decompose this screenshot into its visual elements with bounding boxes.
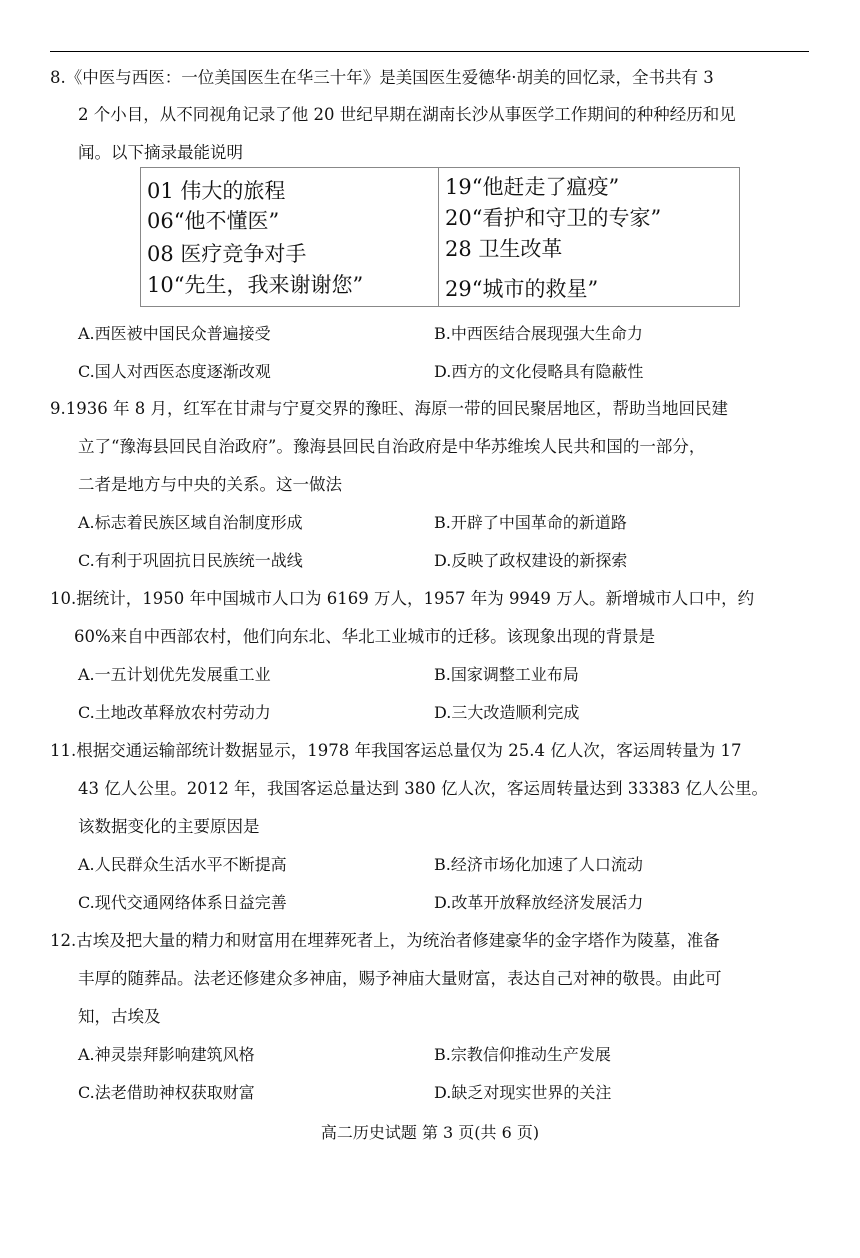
excerpt-table	[140, 167, 740, 307]
table-cell: 10“先生，我来谢谢您”	[147, 273, 364, 297]
option-b: B.中西医结合展现强大生命力	[434, 324, 643, 343]
question-stem-line: 9.1936 年 8 月，红军在甘肃与宁夏交界的豫旺、海原一带的回民聚居地区，帮助当地回民建	[50, 399, 728, 418]
question-stem-line: 60%来自中西部农村，他们向东北、华北工业城市的迁移。该现象出现的背景是	[74, 627, 656, 646]
question-stem-line: 11.根据交通运输部统计数据显示，1978 年我国客运总量仅为 25.4 亿人次，客运周转量为 17	[50, 741, 742, 760]
option-b: B.经济市场化加速了人口流动	[434, 855, 643, 874]
table-cell: 08 医疗竞争对手	[147, 242, 307, 266]
question-stem-line: 10.据统计，1950 年中国城市人口为 6169 万人，1957 年为 9949 万人。新增城市人口中，约	[50, 589, 755, 608]
option-a: A.西医被中国民众普遍接受	[78, 324, 271, 343]
table-cell: 01 伟大的旅程	[147, 179, 286, 203]
option-d: D.缺乏对现实世界的关注	[434, 1083, 612, 1102]
option-a: A.标志着民族区域自治制度形成	[78, 513, 303, 532]
table-divider	[438, 168, 439, 306]
option-c: C.国人对西医态度逐渐改观	[78, 362, 271, 381]
page-footer: 高二历史试题 第 3 页(共 6 页)	[320, 1123, 540, 1142]
table-cell: 29“城市的救星”	[445, 277, 599, 301]
question-stem-line: 知，古埃及	[78, 1007, 161, 1026]
question-stem-line: 12.古埃及把大量的精力和财富用在埋葬死者上，为统治者修建豪华的金字塔作为陵墓，准备	[50, 931, 720, 950]
option-d: D.三大改造顺利完成	[434, 703, 580, 722]
option-c: C.土地改革释放农村劳动力	[78, 703, 271, 722]
table-cell: 28 卫生改革	[445, 237, 563, 261]
option-a: A.人民群众生活水平不断提高	[78, 855, 287, 874]
option-c: C.现代交通网络体系日益完善	[78, 893, 287, 912]
option-b: B.国家调整工业布局	[434, 665, 579, 684]
option-d: D.西方的文化侵略具有隐蔽性	[434, 362, 644, 381]
option-a: A.神灵崇拜影响建筑风格	[78, 1045, 255, 1064]
option-b: B.宗教信仰推动生产发展	[434, 1045, 611, 1064]
option-c: C.有利于巩固抗日民族统一战线	[78, 551, 303, 570]
question-stem-line: 2 个小目，从不同视角记录了他 20 世纪早期在湖南长沙从事医学工作期间的种种经历和见	[78, 105, 736, 124]
question-stem-line: 43 亿人公里。2012 年，我国客运总量达到 380 亿人次，客运周转量达到 33383 亿人公里。	[78, 779, 768, 798]
question-stem-line: 二者是地方与中央的关系。这一做法	[78, 475, 342, 494]
option-c: C.法老借助神权获取财富	[78, 1083, 255, 1102]
question-stem-line: 立了“豫海县回民自治政府”。豫海县回民自治政府是中华苏维埃人民共和国的一部分，	[78, 437, 706, 456]
table-cell: 20“看护和守卫的专家”	[445, 206, 662, 230]
question-stem-line: 闻。以下摘录最能说明	[78, 143, 243, 162]
option-d: D.反映了政权建设的新探索	[434, 551, 628, 570]
option-d: D.改革开放释放经济发展活力	[434, 893, 644, 912]
option-b: B.开辟了中国革命的新道路	[434, 513, 627, 532]
option-a: A.一五计划优先发展重工业	[78, 665, 271, 684]
table-cell: 19“他赶走了瘟疫”	[445, 175, 620, 199]
header-rule	[50, 51, 809, 52]
question-stem-line: 8.《中医与西医：一位美国医生在华三十年》是美国医生爱德华·胡美的回忆录，全书共有 3	[50, 68, 714, 87]
question-stem-line: 该数据变化的主要原因是	[78, 817, 260, 836]
table-cell: 06“他不懂医”	[147, 209, 280, 233]
question-stem-line: 丰厚的随葬品。法老还修建众多神庙，赐予神庙大量财富，表达自己对神的敬畏。由此可	[78, 969, 722, 988]
